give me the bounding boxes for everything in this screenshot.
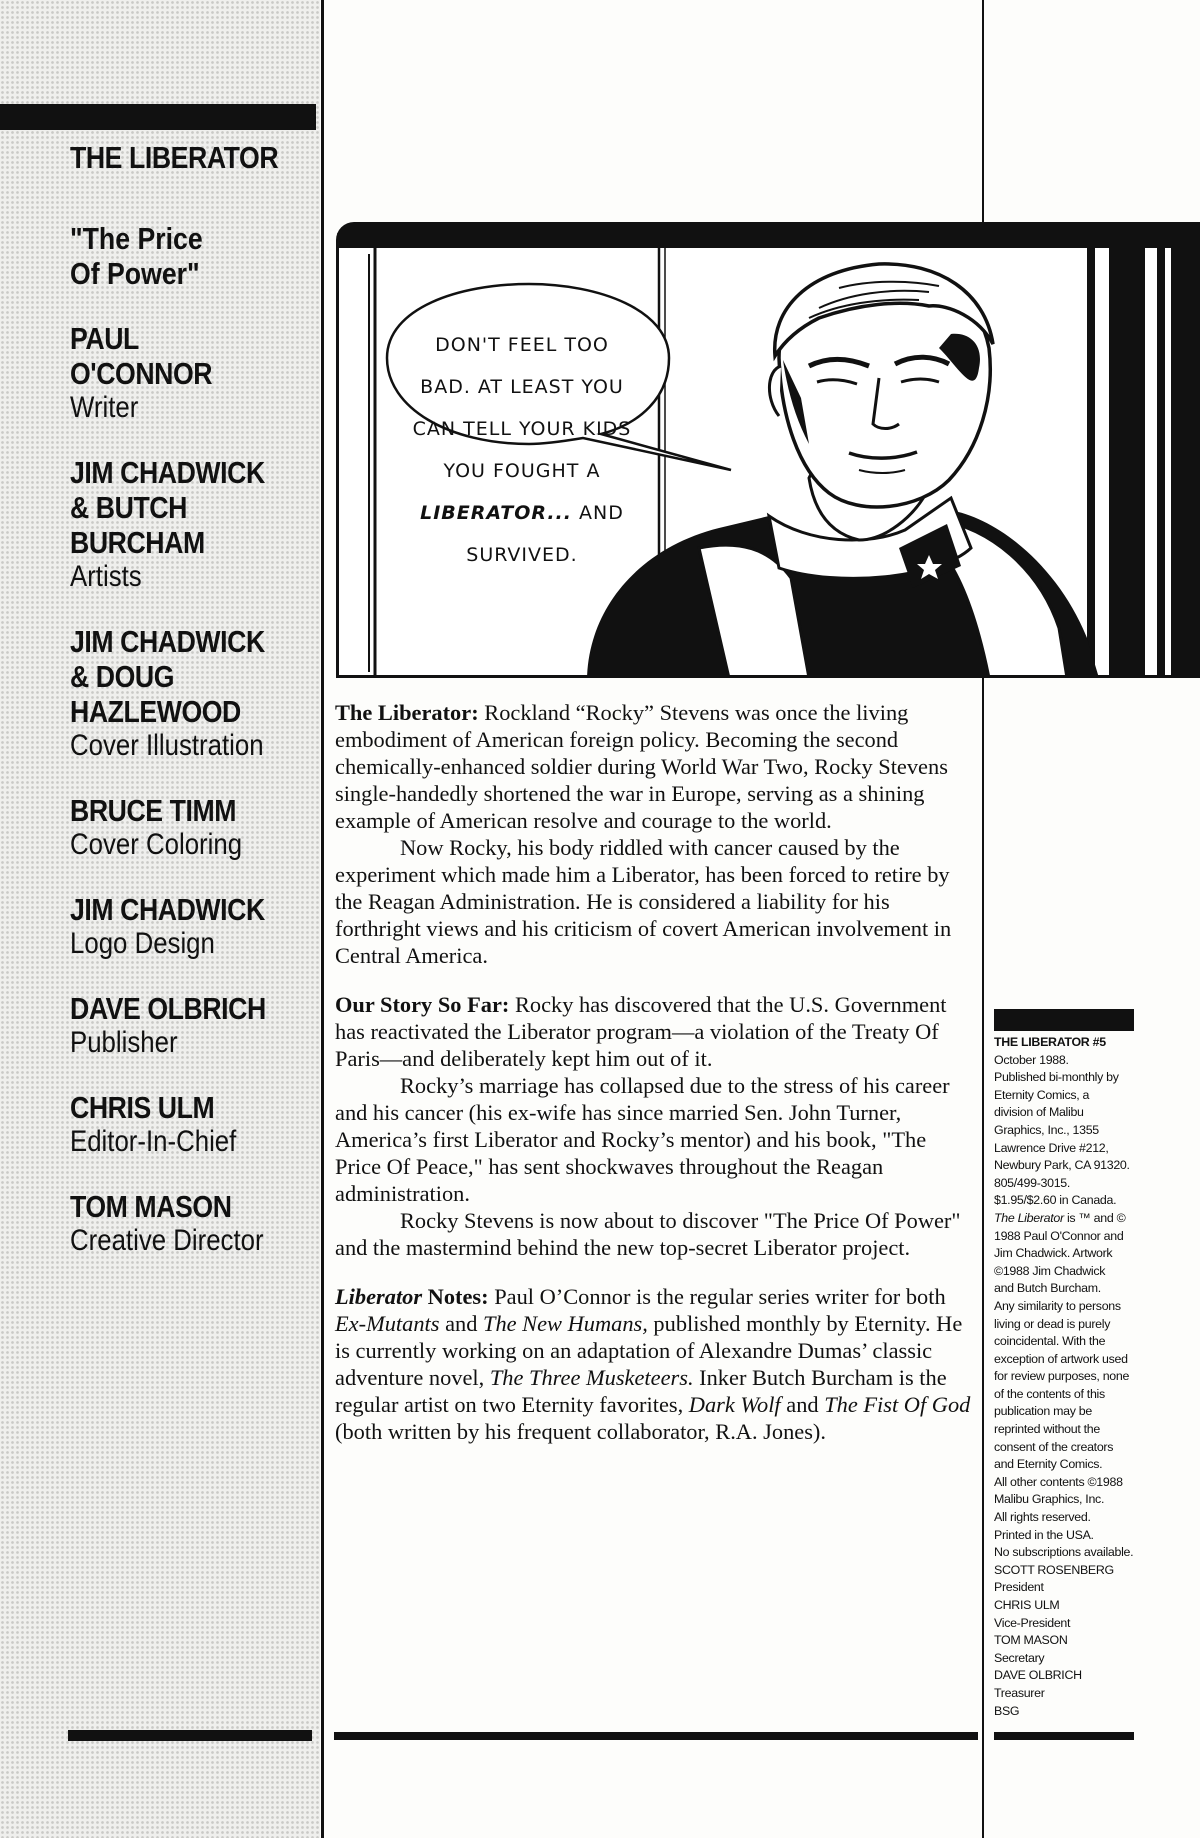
credit-role: Writer — [70, 391, 139, 424]
title-three-musketeers: The Three Musketeers. — [489, 1365, 694, 1390]
credit-name: JIM CHADWICK & BUTCH BURCHAM — [70, 455, 265, 560]
indicia-line: October 1988. — [994, 1052, 1069, 1067]
paragraph-now-rocky: Now Rocky, his body riddled with cancer caused by the experiment which made him a Liberator, has been forced to retire by the Reagan Administration. He is considered a liability for his forthright views and his criticism of covert American involvement in Central America. — [335, 835, 952, 968]
credit-name: JIM CHADWICK & DOUG HAZLEWOOD — [70, 624, 265, 729]
indicia-bottom-rule — [994, 1732, 1134, 1740]
indicia-line: Graphics, Inc., 1355 — [994, 1122, 1099, 1137]
paragraph-liberator-intro — [335, 699, 975, 834]
section-lead: Our Story So Far: — [335, 992, 510, 1017]
credit-role: Publisher — [70, 1026, 178, 1059]
credit-name: PAUL O'CONNOR — [70, 321, 213, 391]
credit-role: Logo Design — [70, 927, 215, 960]
paragraph-text: Inker Butch Burcham is the regular artist on two Eternity favorites, — [335, 1365, 947, 1417]
indicia-line: BSG — [994, 1703, 1020, 1718]
indicia-top-rule — [994, 1009, 1134, 1031]
indicia-line: coincidental. With the — [994, 1334, 1106, 1349]
credit-series — [70, 140, 320, 175]
indicia-line: DAVE OLBRICH — [994, 1668, 1082, 1683]
series-title: THE LIBERATOR — [70, 140, 279, 175]
indicia-line: CHRIS ULM — [994, 1598, 1060, 1612]
paragraph-text: Rocky has discovered that the U.S. Government has reactivated the Liberator program—a violation of the Treaty Of Paris—and deliberately kept him out of it. — [335, 992, 947, 1071]
credit-role: Cover Illustration — [70, 729, 264, 762]
paragraph-story-so-far — [335, 991, 975, 1072]
story-summary — [335, 699, 975, 1445]
indicia-line: President — [994, 1580, 1044, 1595]
credit-creative-director — [70, 1189, 320, 1258]
indicia-line: TOM MASON — [994, 1633, 1068, 1648]
paragraph-text: Paul O’Connor is the regular series writer for both — [488, 1284, 946, 1309]
credit-name: CHRIS ULM — [70, 1090, 215, 1125]
column-divider-left — [321, 0, 324, 1838]
indicia-line: SCOTT ROSENBERG — [994, 1562, 1114, 1577]
credit-cover-coloring — [70, 793, 320, 862]
credit-artists — [70, 455, 320, 594]
indicia-line: All other contents ©1988 — [994, 1474, 1123, 1489]
indicia-fragment: is ™ and © — [1063, 1210, 1126, 1225]
indicia-line: $1.95/$2.60 in Canada. — [994, 1193, 1117, 1208]
balloon-line: CAN TELL YOUR KIDS — [412, 418, 632, 440]
indicia-line: Printed in the USA. — [994, 1527, 1094, 1542]
section-lead: Notes: — [422, 1284, 489, 1309]
title-new-humans: The New Humans, — [483, 1311, 648, 1336]
title-fist-of-god: The Fist Of God — [824, 1392, 971, 1417]
indicia-line: living or dead is purely — [994, 1316, 1111, 1331]
section-lead-italic: Liberator — [335, 1284, 423, 1309]
credit-role: Editor-In-Chief — [70, 1125, 237, 1158]
credit-name: BRUCE TIMM — [70, 793, 237, 828]
credit-writer — [70, 321, 320, 425]
body-bottom-rule — [334, 1732, 978, 1740]
balloon-fragment: AND — [572, 502, 624, 524]
indicia-line: publication may be — [994, 1404, 1092, 1419]
credit-publisher — [70, 991, 320, 1060]
title-ex-mutants: Ex-Mutants — [335, 1311, 440, 1336]
paragraph-price-of-power: Rocky Stevens is now about to discover "The Price Of Power" and the mastermind behind the new top-secret Liberator project. — [335, 1208, 961, 1260]
indicia-title: THE LIBERATOR #5 — [994, 1035, 1106, 1049]
indicia-line: Vice-President — [994, 1615, 1071, 1630]
credits-top-rule — [0, 104, 316, 130]
indicia-line: Any similarity to persons — [994, 1298, 1121, 1313]
indicia-line — [994, 1210, 1144, 1228]
indicia-line: consent of the creators — [994, 1439, 1114, 1454]
balloon-line: BAD. AT LEAST YOU — [420, 376, 624, 398]
credit-cover-illustration — [70, 624, 320, 763]
indicia-line: Eternity Comics, a — [994, 1087, 1090, 1102]
indicia-line: exception of artwork used — [994, 1351, 1128, 1366]
paragraph-liberator-notes — [335, 1283, 975, 1445]
balloon-line: SURVIVED. — [466, 544, 578, 566]
indicia-line: Jim Chadwick. Artwork — [994, 1246, 1113, 1261]
credit-editor-in-chief — [70, 1090, 320, 1159]
credit-role: Cover Coloring — [70, 828, 243, 861]
credit-name: DAVE OLBRICH — [70, 991, 266, 1026]
indicia-line: Malibu Graphics, Inc. — [994, 1492, 1105, 1507]
indicia-line: and Butch Burcham. — [994, 1281, 1101, 1296]
credit-role: Artists — [70, 560, 142, 593]
paragraph-text: (both written by his frequent collaborator, R.A. Jones). — [335, 1419, 826, 1444]
paragraph-text: and — [439, 1311, 483, 1336]
indicia-line: No subscriptions available. — [994, 1545, 1134, 1560]
indicia-line: ©1988 Jim Chadwick — [994, 1263, 1106, 1278]
paragraph-text: and — [780, 1392, 825, 1417]
comic-panel — [336, 222, 1200, 678]
indicia-line: reprinted without the — [994, 1422, 1100, 1437]
title-dark-wolf: Dark Wolf — [688, 1392, 781, 1417]
credits-list — [70, 140, 320, 1288]
balloon-line: YOU FOUGHT A — [443, 460, 601, 482]
credit-name: JIM CHADWICK — [70, 892, 265, 927]
indicia-italic: The Liberator — [994, 1210, 1064, 1225]
credit-role: Creative Director — [70, 1224, 264, 1257]
indicia-line: and Eternity Comics. — [994, 1457, 1103, 1472]
credits-bottom-rule — [68, 1730, 312, 1741]
section-lead: The Liberator: — [335, 700, 479, 725]
indicia-line: division of Malibu — [994, 1105, 1084, 1120]
paragraph-text: Rockland “Rocky” Stevens was once the living embodiment of American foreign policy. Becoming the second chemically-enhanced soldier during World War Two, Rocky Stevens single-handedly shortened the war in Europe, serving as a shining example of American resolve and courage to the world. — [335, 700, 948, 833]
indicia-line: Newbury Park, CA 91320. — [994, 1158, 1130, 1173]
credit-name: TOM MASON — [70, 1189, 232, 1224]
balloon-line: DON'T FEEL TOO — [435, 334, 609, 356]
speech-balloon-text — [397, 314, 647, 587]
balloon-line — [397, 503, 647, 524]
indicia-line: for review purposes, none — [994, 1369, 1130, 1384]
credit-logo-design — [70, 892, 320, 961]
indicia-line: 805/499-3015. — [994, 1175, 1071, 1190]
indicia-line: Treasurer — [994, 1685, 1045, 1700]
paragraph-marriage: Rocky’s marriage has collapsed due to the stress of his career and his cancer (his ex-wife has since married Sen. John Turner, America’s first Liberator and Rocky’s mentor) and his book, "The Price Of Peace," has sent shockwaves throughout the Reagan administration. — [335, 1073, 950, 1206]
story-title: "The Price Of Power" — [70, 221, 203, 291]
indicia-line: 1988 Paul O'Connor and — [994, 1228, 1124, 1243]
indicia-line: All rights reserved. — [994, 1510, 1091, 1525]
indicia-line: Lawrence Drive #212, — [994, 1140, 1109, 1155]
paragraph-text: published monthly by Eternity. He is currently working on an adaptation of Alexandre Dumas’ classic adventure novel, — [335, 1311, 963, 1390]
credit-story — [70, 221, 320, 291]
indicia — [994, 1034, 1144, 1720]
indicia-line: of the contents of this — [994, 1386, 1105, 1401]
balloon-emphasis: LIBERATOR... — [420, 502, 572, 524]
indicia-line: Secretary — [994, 1650, 1045, 1665]
indicia-line: Published bi-monthly by — [994, 1070, 1119, 1085]
